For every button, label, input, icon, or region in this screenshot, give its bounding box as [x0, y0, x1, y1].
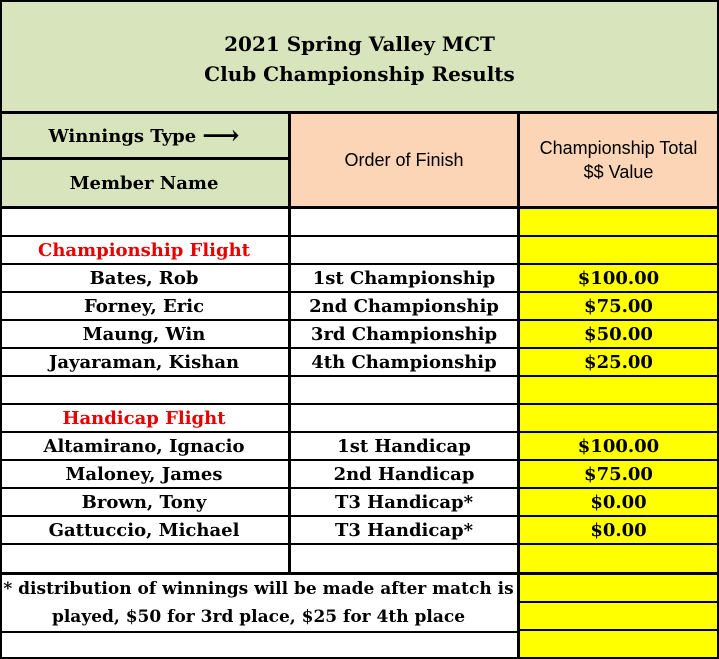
row-line: [519, 629, 719, 631]
footnote-line-2: played, $50 for 3rd place, $25 for 4th place: [51, 607, 466, 627]
finish-cell: 2nd Handicap: [333, 463, 475, 485]
border-header-bottom: [0, 206, 719, 209]
handicap-flight-label: Handicap Flight: [62, 407, 226, 429]
value-cell: $75.00: [584, 463, 653, 485]
row-line: [0, 459, 719, 461]
championship-flight-label: Championship Flight: [38, 239, 250, 261]
row-line: [0, 515, 719, 517]
arrow-right-icon: ⟶: [202, 121, 240, 151]
member-name-cell: Brown, Tony: [81, 491, 207, 513]
header-championship-total: [520, 114, 717, 206]
member-name-cell: Jayaraman, Kishan: [48, 351, 240, 373]
border-footnote-top: [0, 572, 719, 575]
value-cell: $0.00: [590, 519, 647, 541]
value-cell: $100.00: [577, 435, 660, 457]
value-cell: $75.00: [584, 295, 653, 317]
title-line-1: 2021 Spring Valley MCT: [224, 32, 495, 56]
member-name-cell: Forney, Eric: [83, 295, 205, 317]
row-line: [0, 235, 719, 237]
finish-cell: 3rd Championship: [310, 323, 498, 345]
header-member-name: [0, 160, 288, 206]
total-label-line-2: $$ Value: [583, 162, 654, 182]
member-name-cell: Altamirano, Ignacio: [43, 435, 245, 457]
border-top: [0, 0, 719, 2]
finish-cell: 1st Championship: [312, 267, 496, 289]
finish-cell: 4th Championship: [311, 351, 497, 373]
finish-cell: 2nd Championship: [309, 295, 499, 317]
border-col-1: [288, 112, 291, 575]
row-line: [0, 319, 719, 321]
footnote-line-1: * distribution of winnings will be made after match is: [3, 579, 514, 599]
row-line: [519, 601, 719, 603]
value-cell: $100.00: [577, 267, 660, 289]
header-winnings-type: [0, 114, 288, 158]
footnote: [0, 575, 517, 631]
finish-cell: T3 Handicap*: [335, 491, 473, 513]
finish-cell: 1st Handicap: [337, 435, 471, 457]
total-label-line-1: Championship Total: [539, 138, 698, 158]
finish-cell: T3 Handicap*: [335, 519, 473, 541]
member-name-label: Member Name: [69, 172, 219, 194]
border-header-split: [0, 157, 289, 160]
title-block: [0, 0, 719, 112]
row-line: [0, 543, 719, 545]
member-name-cell: Maloney, James: [65, 463, 223, 485]
row-line: [0, 403, 719, 405]
row-line: [0, 375, 719, 377]
row-line: [0, 263, 719, 265]
order-of-finish-label: Order of Finish: [344, 149, 464, 170]
value-cell: $25.00: [584, 351, 653, 373]
winnings-type-label: Winnings Type: [48, 125, 197, 147]
member-name-cell: Maung, Win: [82, 323, 206, 345]
row-line: [0, 631, 519, 633]
row-line: [0, 347, 719, 349]
row-line: [0, 291, 719, 293]
member-name-cell: Gattuccio, Michael: [48, 519, 240, 541]
border-col-2: [517, 112, 520, 659]
border-title-bottom: [0, 111, 719, 114]
value-cell: $50.00: [584, 323, 653, 345]
border-left: [0, 0, 2, 659]
value-cell: $0.00: [590, 491, 647, 513]
row-line: [0, 431, 719, 433]
title-line-2: Club Championship Results: [204, 62, 515, 86]
row-line: [0, 487, 719, 489]
header-order-of-finish: [291, 114, 517, 206]
member-name-cell: Bates, Rob: [89, 267, 199, 289]
